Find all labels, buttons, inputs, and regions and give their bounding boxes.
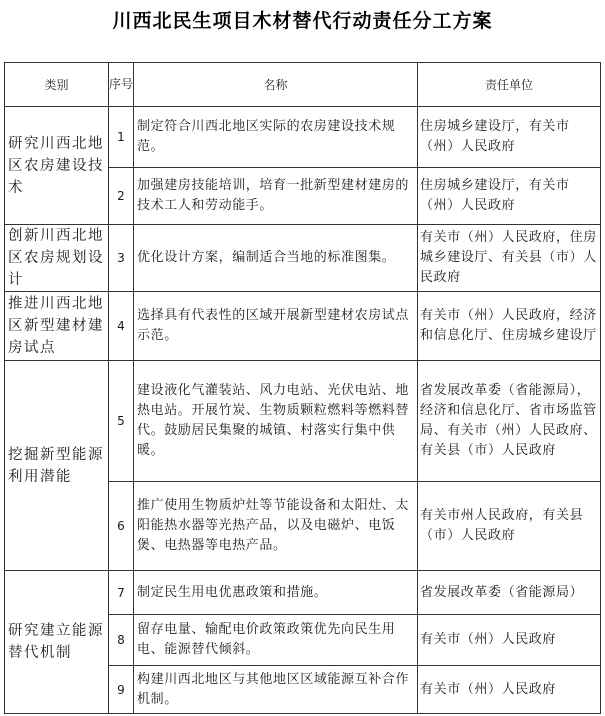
name-cell: 构建川西北地区与其他地区区域能源互补合作机制。 (134, 666, 418, 714)
table-header-row (5, 63, 601, 107)
header-unit: 责任单位 (418, 63, 601, 107)
unit-cell: 省发展改革委（省能源局），经济和信息化厅、省市场监管局、有关市（州）人民政府、有关县（市）人民政府 (418, 361, 601, 482)
name-cell: 加强建房技能培训，培育一批新型建材建房的技术工人和劳动能手。 (134, 168, 418, 225)
header-category: 类别 (5, 63, 109, 107)
table-row (5, 361, 601, 482)
name-cell: 留存电量、输配电价政策政策优先向民生用电、能源替代倾斜。 (134, 615, 418, 666)
category-cell: 创新川西北地区农房规划设计 (5, 225, 109, 292)
seq-cell: 4 (109, 292, 134, 361)
name-cell: 建设液化气灌装站、风力电站、光伏电站、地热电站。开展竹炭、生物质颗粒燃料等燃料替代。鼓励居民集聚的城镇、村落实行集中供暖。 (134, 361, 418, 482)
category-cell: 研究建立能源替代机制 (5, 571, 109, 714)
name-cell: 选择具有代表性的区域开展新型建材农房试点示范。 (134, 292, 418, 361)
category-cell: 推进川西北地区新型建材建房试点 (5, 292, 109, 361)
responsibility-table (4, 62, 601, 714)
header-seq: 序号 (109, 63, 134, 107)
seq-cell: 9 (109, 666, 134, 714)
name-cell: 优化设计方案，编制适合当地的标准图集。 (134, 225, 418, 292)
document-title: 川西北民生项目木材替代行动责任分工方案 (112, 10, 493, 32)
unit-cell: 有关市（州）人民政府，经济和信息化厅、住房城乡建设厅 (418, 292, 601, 361)
table-row (5, 571, 601, 615)
seq-cell: 8 (109, 615, 134, 666)
seq-cell: 3 (109, 225, 134, 292)
table-row (5, 225, 601, 292)
name-cell: 制定民生用电优惠政策和措施。 (134, 571, 418, 615)
table-row (5, 107, 601, 168)
seq-cell: 7 (109, 571, 134, 615)
name-cell: 推广使用生物质炉灶等节能设备和太阳灶、太阳能热水器等光热产品，以及电磁炉、电饭煲、电热器等电热产品。 (134, 482, 418, 571)
table-row (5, 292, 601, 361)
seq-cell: 5 (109, 361, 134, 482)
seq-cell: 1 (109, 107, 134, 168)
seq-cell: 2 (109, 168, 134, 225)
unit-cell: 有关市（州）人民政府 (418, 615, 601, 666)
category-cell: 研究川西北地区农房建设技术 (5, 107, 109, 225)
name-cell: 制定符合川西北地区实际的农房建设技术规范。 (134, 107, 418, 168)
unit-cell: 有关市（州）人民政府，住房城乡建设厅、有关县（市）人民政府 (418, 225, 601, 292)
unit-cell: 有关市（州）人民政府 (418, 666, 601, 714)
seq-cell: 6 (109, 482, 134, 571)
header-name: 名称 (134, 63, 418, 107)
unit-cell: 有关市州人民政府，有关县（市）人民政府 (418, 482, 601, 571)
unit-cell: 省发展改革委（省能源局） (418, 571, 601, 615)
category-cell: 挖掘新型能源利用潜能 (5, 361, 109, 571)
unit-cell: 住房城乡建设厅，有关市（州）人民政府 (418, 168, 601, 225)
unit-cell: 住房城乡建设厅，有关市（州）人民政府 (418, 107, 601, 168)
